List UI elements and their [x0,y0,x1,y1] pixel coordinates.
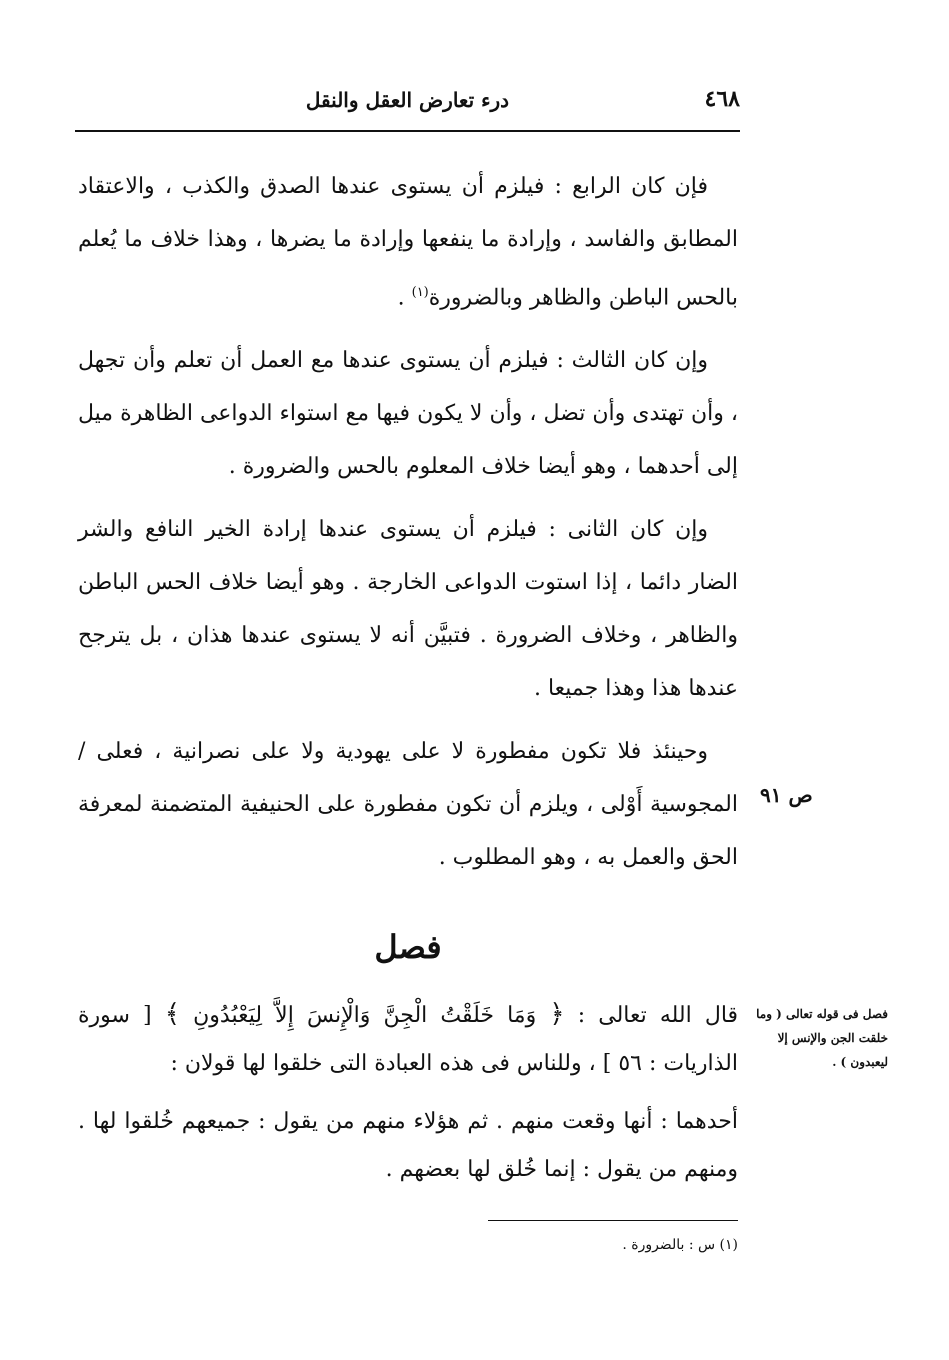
paragraph-4: وحينئذ فلا تكون مفطورة لا على يهودية ولا على نصرانية ، فعلى / المجوسية أَوْلى ، ويلزم أن تكون مفطورة على الحنيفية المتضمنة لمعرفة الحق والعمل به ، وهو المطلوب . [78,739,738,871]
quran-verse: وَمَا خَلَقْتُ الْجِنَّ وَالْإِنسَ إِلاَّ لِيَعْبُدُونِ [193,1003,537,1028]
section-heading: فصل [374,928,442,966]
footnote-marker: (١) [411,285,429,300]
quran-bracket-close: ﴾ [164,999,181,1029]
paragraph-3: وإن كان الثانى : فيلزم أن يستوى عندها إرادة الخير النافع والشر الضار دائما ، إذا استوت الدواعى الخارجة . وهو أيضا خلاف الحس الباطن والظاهر ، وخلاف الضرورة . فتبيَّن أنه لا يستوى عندها هذان ، بل يترجح عندها هذا وهذا جميعا . [78,517,738,702]
quran-intro: قال الله تعالى : [577,1003,739,1028]
section-text [78,990,738,1204]
section-paragraph-1-tail: ، وللناس فى هذه العبادة التى خلقوا لها قولان : [170,1051,596,1076]
paragraph-1-text: فإن كان الرابع : فيلزم أن يستوى عندها الصدق والكذب ، والاعتقاد المطابق والفاسد ، وإرادة ما ينفعها وإرادة ما يضرها ، وهذا خلاف ما يُعلم بالحس الباطن والظاهر وبالضرورة [78,174,738,311]
footnote: (١) س : بالضرورة . [622,1237,738,1253]
paragraph-1 [78,160,738,324]
quran-citation: [ سورة الذاريات : ٥٦ ] [78,1003,738,1076]
page-number: ٤٦٨ [704,86,740,112]
running-title: درء تعارض العقل والنقل [305,88,510,112]
section-paragraph-1 [78,990,738,1088]
footnote-divider [488,1220,738,1221]
paragraph-2: وإن كان الثالث : فيلزم أن يستوى عندها مع العمل أن تعلم وأن تجهل ، وأن تهتدى وأن تضل ، وأن لا يكون فيها مع استواء الدواعى الظاهرة ميل إلى أحدهما ، وهو أيضا خلاف المعلوم بالحس والضرورة . [78,348,738,480]
margin-page-ref: ص ٩١ [760,783,813,807]
margin-note: فصل فى قوله تعالى ( وما خلقت الجن والإنس إلا ليعبدون ) . [756,1007,888,1069]
section-paragraph-2: أحدهما : أنها وقعت منهم . ثم هؤلاء منهم من يقول : جميعهم خُلقوا لها . ومنهم من يقول : إنما خُلق لها بعضهم . [78,1109,738,1182]
main-text [78,160,738,894]
page-header [75,80,740,132]
quran-bracket-open: ﴿ [549,999,565,1029]
paragraph-1-tail: . [397,285,412,311]
